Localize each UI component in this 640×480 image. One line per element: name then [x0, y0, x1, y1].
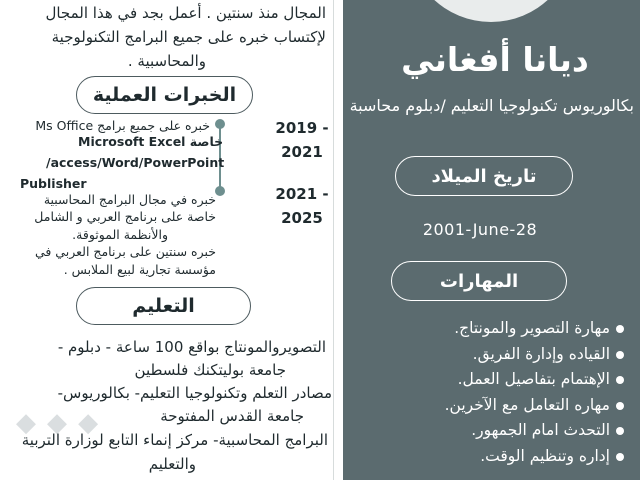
- exp1-line2: [78, 134, 223, 150]
- education-line: جامعة القدس المفتوحة: [160, 407, 304, 425]
- skill-text: مهاره التعامل مع الآخرين.: [444, 395, 610, 414]
- skill-text: إداره وتنظيم الوقت.: [480, 446, 610, 465]
- timeline-dot: [215, 186, 225, 196]
- bullet-icon: [616, 402, 624, 410]
- bullet-icon: [616, 351, 624, 359]
- exp1-line4: Publisher: [20, 176, 87, 191]
- bullet-icon: [616, 376, 624, 384]
- exp2-line5: مؤسسة تجارية لبيع الملابس .: [63, 262, 216, 277]
- exp2-line4: خبره سنتين على برنامج العربي في: [34, 244, 216, 259]
- timeline-dot: [215, 119, 225, 129]
- skill-text: القياده وإدارة الفريق.: [472, 344, 610, 363]
- skill-item: [358, 418, 610, 444]
- intro-line: والمحاسبية .: [127, 52, 206, 70]
- period-to: 2021: [281, 143, 323, 161]
- period-from: 2021 -: [275, 185, 329, 203]
- education-line: البرامج المحاسبية- مركز إنماء التابع لوزارة التربية: [21, 431, 328, 449]
- education-line: مصادر التعلم وتكنولوجيا التعليم- بكالوريوس-: [57, 384, 332, 402]
- birthdate-value: 2001-June-28: [422, 220, 538, 239]
- watermark-logo: ◆ ◆ ◆: [16, 408, 100, 438]
- exp1-line1: خبره على جميع برامج Ms Office: [35, 118, 210, 133]
- skills-list: [358, 316, 610, 469]
- skill-text: التحدث امام الجمهور.: [471, 421, 610, 439]
- exp1-line2-text: خاصة Microsoft Excel: [78, 134, 224, 149]
- period-from: 2019 -: [275, 119, 329, 137]
- skills-heading: المهارات: [391, 261, 567, 301]
- degree-text: بكالوريوس تكنولوجيا التعليم /دبلوم محاسبة: [349, 96, 634, 115]
- period-2019-2021: [270, 116, 334, 164]
- skill-text: مهارة التصوير والمونتاج.: [454, 319, 610, 337]
- skill-item: [358, 316, 610, 342]
- column-divider: [333, 0, 334, 480]
- exp2-line1: خبره في مجال البرامج المحاسبية: [43, 192, 216, 207]
- person-name: ديانا أفغاني: [401, 40, 589, 79]
- experience-heading: الخبرات العملية: [76, 76, 253, 114]
- exp1-line3: /access/Word/PowerPoint: [46, 155, 225, 170]
- bullet-icon: [616, 325, 624, 333]
- skill-item: [358, 342, 610, 368]
- period-2021-2025: [270, 182, 334, 230]
- birthdate-heading: تاريخ الميلاد: [395, 156, 573, 196]
- bullet-icon: [616, 453, 624, 461]
- intro-line: لإكتساب خبره على جميع البرامج التكنولوجية: [51, 28, 326, 46]
- period-to: 2025: [281, 209, 323, 227]
- skill-item: [358, 367, 610, 393]
- skill-item: [358, 393, 610, 419]
- education-line: والتعليم: [148, 455, 196, 473]
- skill-text: الإهتمام بتفاصيل العمل.: [457, 370, 610, 388]
- education-line: التصويروالمونتاج بواقع 100 ساعة - دبلوم -: [57, 338, 326, 356]
- education-heading: التعليم: [76, 287, 251, 325]
- exp2-line3: والأنظمة الموثوقة.: [72, 227, 168, 242]
- education-line: جامعة بوليتكنك فلسطين: [134, 361, 286, 379]
- skill-item: [358, 444, 610, 470]
- exp2-line2: خاصة على برنامج العربي و الشامل: [34, 209, 216, 224]
- intro-line: المجال منذ سنتين . أعمل بجد في هذا المجال: [45, 4, 326, 22]
- bullet-icon: [616, 427, 624, 435]
